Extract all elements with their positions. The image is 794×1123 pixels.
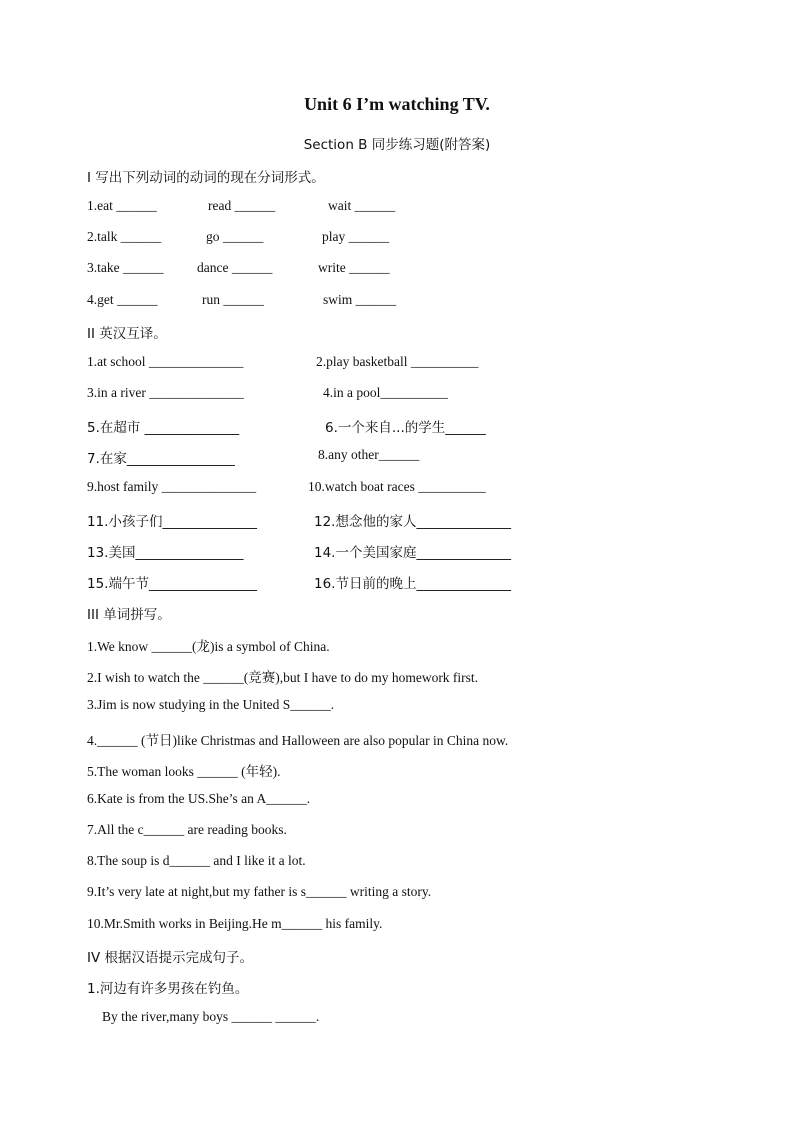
s1-r1-c3: wait ______ <box>328 198 396 213</box>
s2-q15: 15.端午节________________ <box>87 576 257 592</box>
s1-r2-c3: play ______ <box>322 229 390 244</box>
section-3-heading: III 单词拼写。 <box>87 607 171 623</box>
s1-r2-c1: 2.talk ______ <box>87 229 162 244</box>
s2-q3: 3.in a river ______________ <box>87 385 244 400</box>
s3-item-10: 10.Mr.Smith works in Beijing.He m______ his family. <box>87 916 383 931</box>
s1-r4-c2: run ______ <box>202 292 264 307</box>
s1-r1-c1: 1.eat ______ <box>87 198 157 213</box>
s3-item-9: 9.It’s very late at night,but my father is s______ writing a story. <box>87 884 432 899</box>
s1-r4-c1: 4.get ______ <box>87 292 158 307</box>
s4-answer-1: By the river,many boys ______ ______. <box>102 1009 320 1024</box>
s2-q16: 16.节日前的晚上______________ <box>314 576 511 592</box>
s2-q2: 2.play basketball __________ <box>316 354 479 369</box>
page-title: Unit 6 I’m watching TV. <box>304 94 490 114</box>
s3-item-6: 6.Kate is from the US.She’s an A______. <box>87 791 311 806</box>
s1-r3-c1: 3.take ______ <box>87 260 164 275</box>
s3-item-3: 3.Jim is now studying in the United S______. <box>87 697 335 712</box>
s2-q7: 7.在家________________ <box>87 451 235 467</box>
s2-q10: 10.watch boat races __________ <box>308 479 486 494</box>
s3-item-2: 2.I wish to watch the ______(竞赛),but I have to do my homework first. <box>87 670 479 685</box>
s1-r3-c2: dance ______ <box>197 260 273 275</box>
s3-item-5: 5.The woman looks ______ (年轻). <box>87 764 281 779</box>
s2-q14: 14.一个美国家庭______________ <box>314 545 511 561</box>
section-1-heading: I 写出下列动词的动词的现在分词形式。 <box>87 170 325 186</box>
s2-q5: 5.在超市 ______________ <box>87 420 240 436</box>
s3-item-4: 4.______ (节日)like Christmas and Halloween are also popular in China now. <box>87 733 509 748</box>
s3-item-8: 8.The soup is d______ and I like it a lot. <box>87 853 306 868</box>
s1-r3-c3: write ______ <box>318 260 390 275</box>
s2-q9: 9.host family ______________ <box>87 479 257 494</box>
s2-q4: 4.in a pool__________ <box>323 385 448 400</box>
s2-q11: 11.小孩子们______________ <box>87 514 257 530</box>
s1-r4-c3: swim ______ <box>323 292 397 307</box>
s1-r1-c2: read ______ <box>208 198 276 213</box>
s4-question-1: 1.河边有许多男孩在钓鱼。 <box>87 981 249 997</box>
s2-q1: 1.at school ______________ <box>87 354 244 369</box>
section-4-heading: IV 根据汉语提示完成句子。 <box>87 950 254 966</box>
section-2-heading: II 英汉互译。 <box>87 326 167 342</box>
s2-q13: 13.美国________________ <box>87 545 244 561</box>
s2-q12: 12.想念他的家人______________ <box>314 514 511 530</box>
s2-q8: 8.any other______ <box>318 447 420 462</box>
s2-q6: 6.一个来自...的学生______ <box>325 420 486 436</box>
page-subtitle: Section B 同步练习题(附答案) <box>303 137 491 153</box>
s3-item-1: 1.We know ______(龙)is a symbol of China. <box>87 639 330 654</box>
s3-item-7: 7.All the c______ are reading books. <box>87 822 287 837</box>
s1-r2-c2: go ______ <box>206 229 264 244</box>
